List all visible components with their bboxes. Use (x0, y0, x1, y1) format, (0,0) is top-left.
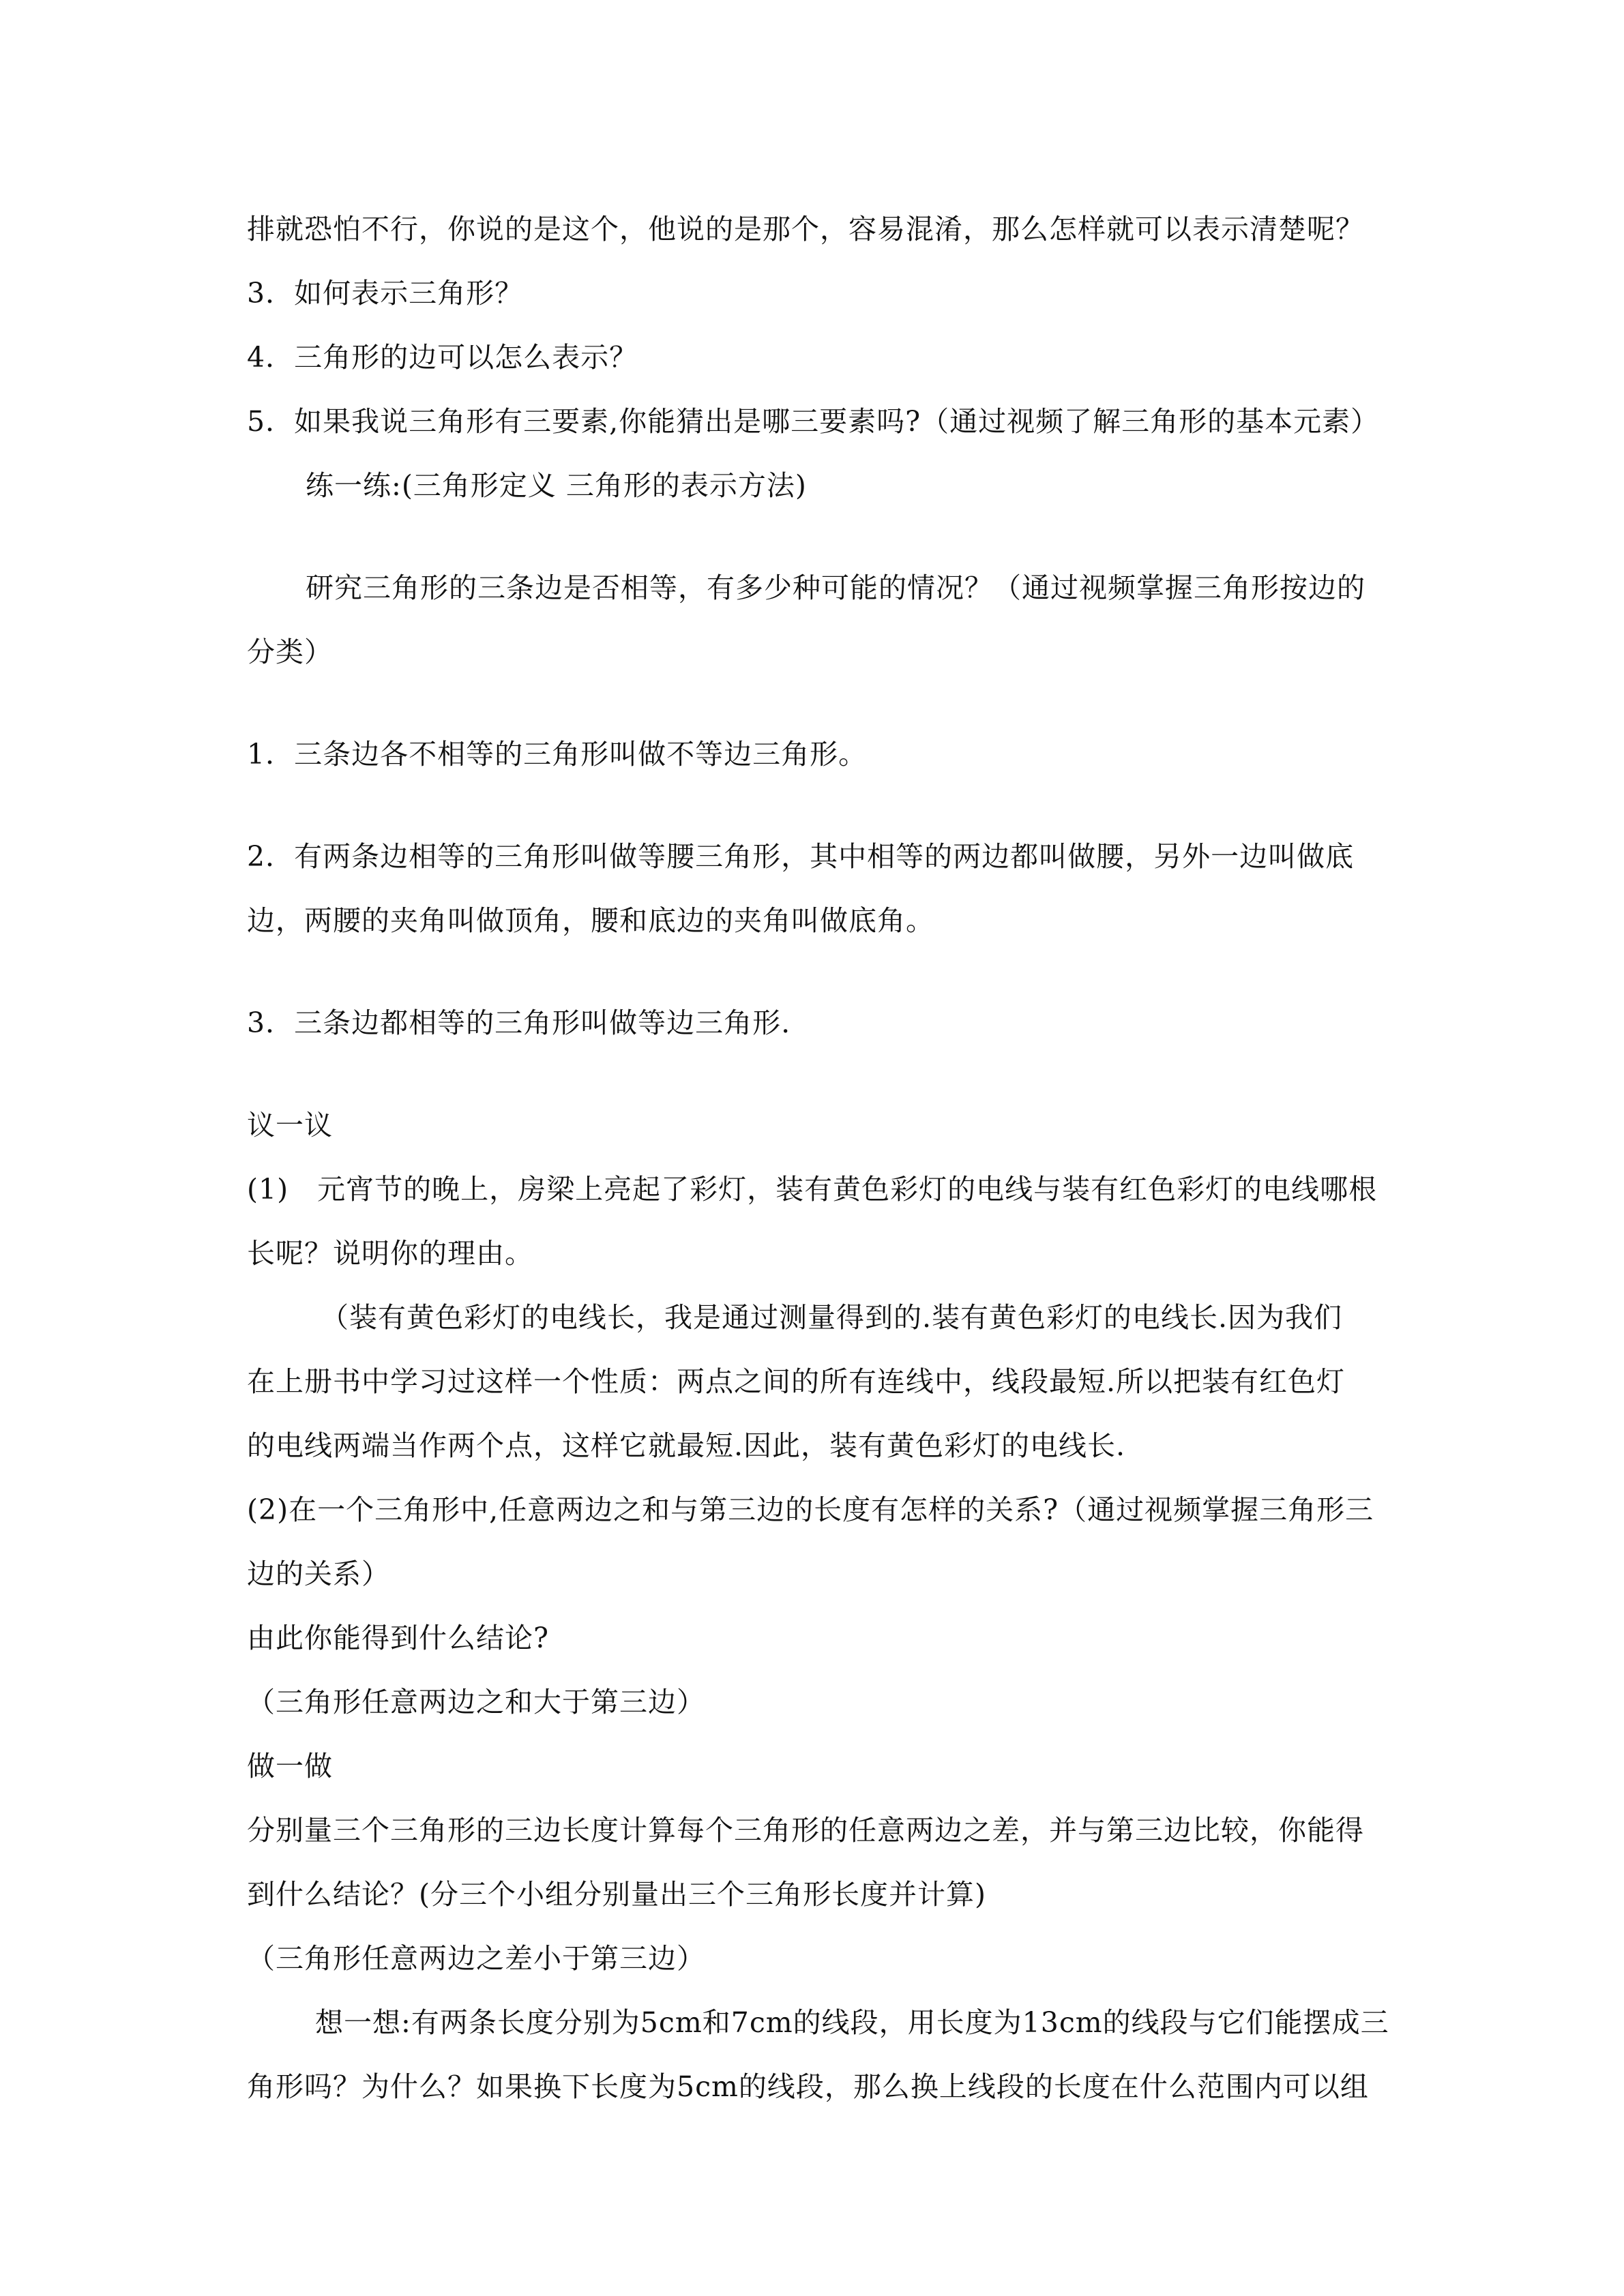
text-line: 由此你能得到什么结论? (247, 1622, 549, 1654)
text-line: 分别量三个三角形的三边长度计算每个三角形的任意两边之差，并与第三边比较，你能得 (247, 1814, 1364, 1847)
text-line: 2．有两条边相等的三角形叫做等腰三角形，其中相等的两边都叫做腰，另外一边叫做底 (247, 840, 1355, 873)
text-line: 边的关系） (247, 1557, 390, 1590)
text-line: 角形吗？为什么？如果换下长度为5cm的线段，那么换上线段的长度在什么范围内可以组 (247, 2070, 1369, 2103)
text-line: (2)在一个三角形中,任意两边之和与第三边的长度有怎样的关系?（通过视频掌握三角形三 (247, 1493, 1374, 1526)
text-line: 长呢？说明你的理由。 (247, 1237, 533, 1270)
text-line: 排就恐怕不行，你说的是这个，他说的是那个，容易混淆，那么怎样就可以表示清楚呢？ (247, 213, 1364, 245)
text-line: 分类） (247, 636, 333, 668)
text-line: 1．三条边各不相等的三角形叫做不等边三角形。 (247, 738, 868, 771)
text-line: 的电线两端当作两个点，这样它就最短.因此，装有黄色彩灯的电线长. (247, 1429, 1126, 1462)
text-line: （三角形任意两边之和大于第三边） (247, 1686, 705, 1718)
text-line: 3．三条边都相等的三角形叫做等边三角形. (247, 1007, 791, 1039)
text-line: （三角形任意两边之差小于第三边） (247, 1942, 705, 1975)
text-line: 在上册书中学习过这样一个性质：两点之间的所有连线中，线段最短.所以把装有红色灯 (247, 1365, 1346, 1398)
text-line: 3．如何表示三角形？ (247, 277, 524, 310)
text-line: 研究三角形的三条边是否相等，有多少种可能的情况？（通过视频掌握三角形按边的 (306, 571, 1365, 604)
text-line: 边，两腰的夹角叫做顶角，腰和底边的夹角叫做底角。 (247, 904, 934, 937)
section-heading: 做一做 (247, 1750, 333, 1783)
text-line: 4．三角形的边可以怎么表示？ (247, 341, 638, 374)
text-line: 想一想:有两条长度分别为5cm和7cm的线段，用长度为13cm的线段与它们能摆成三 (315, 2006, 1389, 2039)
section-heading: 议一议 (247, 1109, 333, 1142)
text-line: （装有黄色彩灯的电线长，我是通过测量得到的.装有黄色彩灯的电线长.因为我们 (321, 1301, 1343, 1334)
text-line: 5．如果我说三角形有三要素,你能猜出是哪三要素吗?（通过视频了解三角形的基本元素） (247, 405, 1380, 438)
text-line: 到什么结论？(分三个小组分别量出三个三角形长度并计算) (247, 1878, 986, 1911)
text-line: 练一练:(三角形定义 三角形的表示方法) (306, 469, 807, 502)
text-line: (1) 元宵节的晚上，房梁上亮起了彩灯，装有黄色彩灯的电线与装有红色彩灯的电线哪根 (247, 1173, 1378, 1206)
